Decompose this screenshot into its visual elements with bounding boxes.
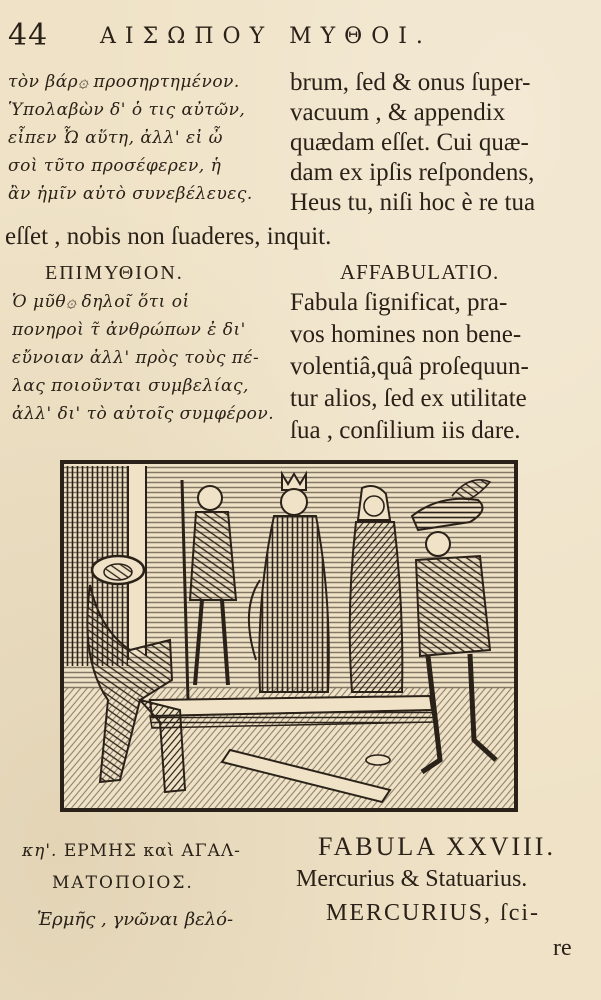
moral-greek-line: εὔνοιαν ἀλλ' πρὸς τοὺς πέ- <box>12 348 260 368</box>
latin-line: brum, ſed & onus ſuper- <box>290 69 531 96</box>
moral-latin-line: vos homines non bene- <box>290 321 522 348</box>
moral-latin-line: Fabula ſignificat, pra- <box>290 289 508 316</box>
fable-title-latin: Mercurius & Statuarius. <box>296 866 528 892</box>
latin-text-column <box>290 68 596 218</box>
fable-heading-latin: FABULA XXVIII. <box>318 832 556 861</box>
latin-line: Heus tu, niſi hoc è re tua <box>290 189 536 216</box>
moral-heading-latin: AFFABULATIO. <box>340 260 500 284</box>
greek-line: εἶπεν Ὦ αὕτη, ἀλλ' εἰ ὦ <box>8 128 224 148</box>
moral-greek-line: λας ποιοῦνται συμβελίας, <box>12 376 249 396</box>
fable-first-words-greek: Ἑρμῆς , γνῶναι βελό- <box>37 909 234 930</box>
fable-first-words-latin: MERCURIUS, ſci- <box>326 900 541 926</box>
next-fable-greek <box>22 835 292 941</box>
moral-greek-line: ἀλλ' δι' τὸ αὐτοῖς συμφέρον. <box>12 404 275 424</box>
next-fable-latin <box>296 830 596 932</box>
latin-line: dam ex ipſis reſpondens, <box>290 159 535 186</box>
woodcut-illustration <box>60 460 518 812</box>
greek-text-column <box>8 68 280 208</box>
moral-greek-line: πονηροὶ τ̃ ἀνθρώπων ἐ δι' <box>12 320 246 340</box>
moral-latin-line: volentiâ,quâ proſequun- <box>290 353 529 380</box>
greek-line: ἂν ἡμῖν αὐτὸ συνεβέλευες. <box>8 184 253 204</box>
moral-heading-greek: ΕΠΙΜΥΘΙΟΝ. <box>45 262 184 284</box>
latin-line: vacuum , & appendix <box>290 99 506 126</box>
running-title: ΑΙΣΩΠΟΥ ΜΥΘΟΙ. <box>100 24 432 49</box>
greek-line: τὸν βάρ۞ προσηρτημένον. <box>8 72 240 92</box>
page-header <box>0 18 601 58</box>
latin-line: quædam eſſet. Cui quæ- <box>290 129 529 156</box>
moral-greek-line: Ὁ μῦθ۞ δηλοῖ ὅτι οἱ <box>12 292 190 312</box>
page-number: 44 <box>8 18 49 53</box>
moral-latin-column <box>290 287 596 447</box>
catchword: re <box>553 935 572 961</box>
moral-latin-line: ſua , conſilium iis dare. <box>290 417 521 444</box>
greek-line: Ὑπολαβὼν δ' ὁ τις αὐτῶν, <box>8 100 246 120</box>
moral-latin-line: tur alios, ſed ex utilitate <box>290 385 527 412</box>
fable-title-greek-part1: ΕΡΜΗΣ καὶ ΑΓΑΛ- <box>63 841 241 861</box>
fable-number-greek: κη'. <box>22 841 58 861</box>
greek-line: σοὶ τῦτο προσέφερεν, ἡ <box>8 156 222 176</box>
moral-greek-column <box>12 288 282 428</box>
latin-full-width-line: eſſet , nobis non ſuaderes, inquit. <box>5 223 332 250</box>
fable-title-greek-part2: ΜΑΤΟΠΟΙΟΣ. <box>52 873 194 893</box>
